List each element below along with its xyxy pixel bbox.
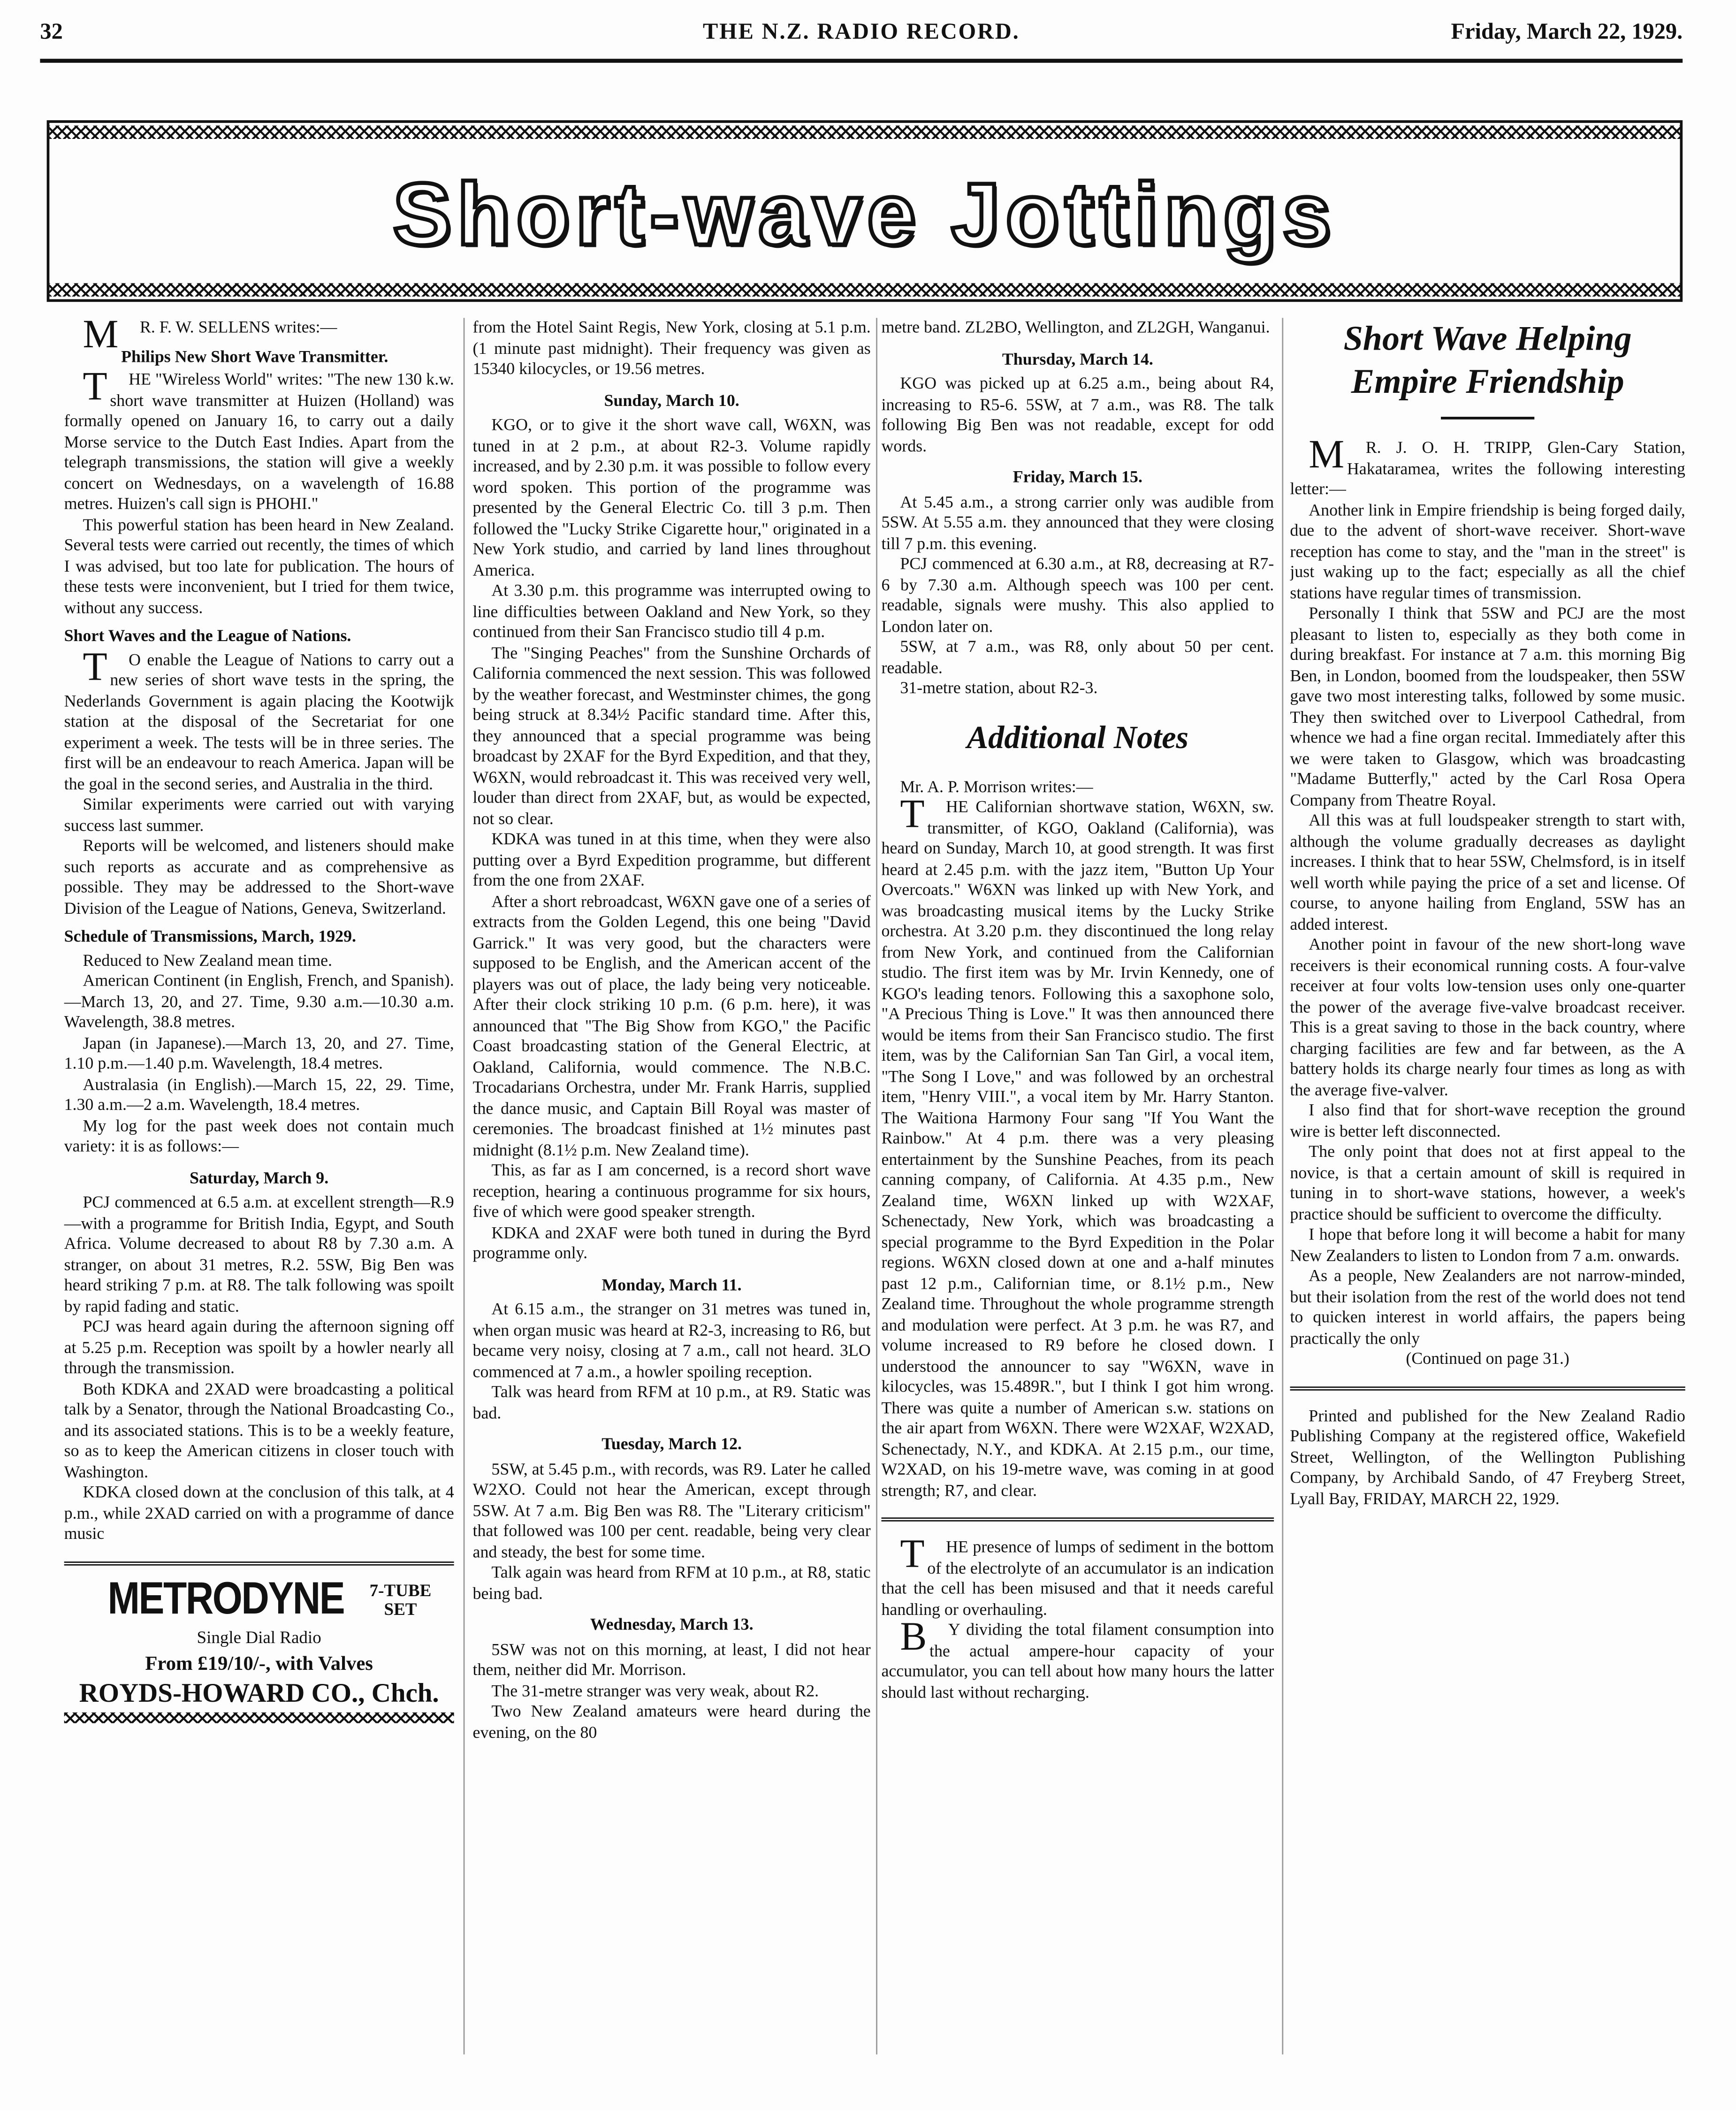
- zigzag-border: [49, 283, 1680, 296]
- date-subheading: Monday, March 11.: [602, 1275, 742, 1294]
- paragraph: MR. J. O. H. TRIPP, Glen-Cary Station, Hakataramea, writes the following interesting letter:—: [1290, 433, 1685, 498]
- paragraph: Another point in favour of the new short-long wave receivers is their economical running costs. A four-valve receiver at four volts low-tension uses only one-quarter the power of the average five-valve broadcast receiver. This is a great saving to those in the back country, where charging facilities are few and far between, as the A battery holds its charge nearly four times as long as with the average five-valver.: [1290, 935, 1685, 1099]
- paragraph: At 6.15 a.m., the stranger on 31 metres was tuned in, when organ music was heard at R2-3, increasing to R6, but became very noisy, closing at 7 a.m., call not heard. 3LO commenced at 7 a.m., a howler spoiling reception.: [472, 1300, 871, 1381]
- paragraph: KDKA and 2XAF were both tuned in during the Byrd programme only.: [472, 1223, 871, 1262]
- paragraph: At 3.30 p.m. this programme was interrupted owing to line difficulties between Oakland and New York, so they continued from their San Francisco studio till 4 p.m.: [472, 581, 871, 642]
- paragraph: 5SW, at 7 a.m., was R8, only about 50 per cent. readable.: [881, 637, 1274, 677]
- continuation-note: (Continued on page 31.): [1406, 1349, 1569, 1368]
- divider-rule: [1441, 417, 1534, 420]
- ad-tube-label: [370, 1581, 432, 1618]
- paragraph: Two New Zealand amateurs were heard during the evening, on the 80: [472, 1702, 871, 1742]
- paragraph: Talk was heard from RFM at 10 p.m., at R9. Static was bad.: [472, 1382, 871, 1422]
- issue-date: Friday, March 22, 1929.: [1451, 18, 1683, 44]
- ad-tube: 7-TUBE: [369, 1579, 432, 1600]
- column-divider: [464, 318, 465, 2054]
- ad-price: From £19/10/-, with Valves: [145, 1653, 373, 1675]
- page-header: [40, 19, 1683, 56]
- divider-rule: [1290, 1386, 1685, 1390]
- paragraph: THE Californian shortwave station, W6XN, sw. transmitter, of KGO, Oakland (California), was heard on Sunday, March 10, at good strength. It was first heard at 2.45 p.m. with the jazz item, "Button Up Your Overcoats." W6XN was linked up with New York, and was broadcasting musical items by the Lucky Strike orchestra. At 3.20 p.m. they discontinued the long relay from New York, and continued from the Californian studio. The first item was by Mr. Irvin Kennedy, one of KGO's leading tenors. Following this a saxophone solo, "A Precious Thing is Love." It was then announced there would be items from their San Francisco studio. The first item, was by the Californian San Tan Girl, a vocal item, "The Song I Love," and was followed by an orchestral item, "Henry VIII.", a vocal item by Mr. Harry Stanton. The Waitiona Harmony Four sang "If You Want the Rainbow." At 4 p.m. there was a very pleasing entertainment by the Sunshine Peaches, from its peach canning company, of California. At 4.35 p.m., New Zealand time, W6XN linked up with W2XAF, Schenectady, New York, which was broadcasting a special programme to the Byrd Expedition in the Polar regions. W6XN closed down at one and a-half minutes past 12 p.m., Californian time, or 8.1½ p.m., New Zealand time. Throughout the whole programme strength and modulation were perfect. At 3 p.m. he was R7, and volume increased to R9 before he closed down. I understood the announcer to say "W6XN, wave in kilocycles, was 15.489R.", but I think I got him wrong. There was quite a number of American s.w. stations on the air apart from W6XN. There were W2XAF, W2XAD, Schenectady, N.Y., and KDKA. At 2.15 p.m., our time, W2XAD, on his 19-metre wave, was coming in at good strength; R7, and clear.: [881, 792, 1274, 1499]
- ad-company: ROYDS-HOWARD CO., Chch.: [79, 1678, 439, 1708]
- paragraph: PCJ commenced at 6.30 a.m., at R8, decreasing at R7-6 by 7.30 a.m. Although speech was 100 per cent. readable, signals were mushy. This also applied to London later on.: [881, 554, 1274, 635]
- paragraph: I hope that before long it will become a habit for many New Zealanders to listen to London from 7 a.m. onwards.: [1290, 1224, 1685, 1264]
- paragraph: Reports will be welcomed, and listeners should make such reports as accurate and as comprehensive as possible. They may be addressed to the Short-wave Division of the League of Nations, Geneva, Switzerland.: [64, 836, 454, 917]
- ad-set: SET: [384, 1598, 417, 1619]
- paragraph: 5SW, at 5.45 p.m., with records, was R9. Later he called W2XO. Could not hear the American, except through 5SW. At 7 a.m. Big Ben was R8. The "Literary criticism" that followed was 100 per cent. readable, being very clear and steady, the best for some time.: [472, 1459, 871, 1561]
- page-title: Short-wave Jottings: [393, 164, 1337, 263]
- page-number: 32: [40, 18, 63, 44]
- ad-brand: METRODYNE: [107, 1573, 344, 1624]
- paragraph: THE "Wireless World" writes: "The new 130 k.w. short wave transmitter at Huizen (Holland) was formally opened on January 16, to carry out a daily Morse service to the Dutch East Indies. Apart from the telegraph transmissions, the station will give a weekly concert on Wednesdays, on a wavelength of 16.88 metres. Huizen's call sign is PHOHI.": [64, 365, 454, 513]
- paragraph: PCJ commenced at 6.5 a.m. at excellent strength—R.9—with a programme for British India, Egypt, and South Africa. Volume decreased to about R8 by 7.30 a.m. A stranger, on about 31 metres, R.2. 5SW, Big Ben was heard striking 7 p.m. at R8. The talk following was spoilt by rapid fading and static.: [64, 1193, 454, 1316]
- paragraph: from the Hotel Saint Regis, New York, closing at 5.1 p.m. (1 minute past midnight). Their frequency was given as 15340 kilocycles, or 19.56 metres.: [472, 318, 871, 378]
- ad-line: Single Dial Radio: [197, 1626, 321, 1646]
- paragraph: KGO, or to give it the short wave call, W6XN, was tuned in at 2 p.m., at about R2-3. Volume rapidly increased, and by 2.30 p.m. it was possible to follow every word spoken. This portion of the programme was presented by the General Electric Co. till 3 p.m. Then followed the "Lucky Strike Cigarette hour," originated in a New York studio, and carried by land lines throughout America.: [472, 415, 871, 579]
- date-subheading: Sunday, March 10.: [604, 390, 739, 410]
- paragraph: 5SW was not on this morning, at least, I did not hear them, neither did Mr. Morrison.: [472, 1639, 871, 1679]
- paragraph: As a people, New Zealanders are not narrow-minded, but their isolation from the rest of the world does not tend to quicken interest in world affairs, the papers being practically the only: [1290, 1266, 1685, 1347]
- paragraph: Similar experiments were carried out with varying success last summer.: [64, 795, 454, 834]
- paragraph: American Continent (in English, French, and Spanish).—March 13, 20, and 27. Time, 9.30 a.m.—10.30 a.m. Wavelength, 38.8 metres.: [64, 971, 454, 1032]
- paragraph: The only point that does not at first appeal to the novice, is that a certain amount of skill is required in tuning in to short-wave stations, however, a week's practice should be sufficient to overcome the difficulty.: [1290, 1142, 1685, 1223]
- paragraph: Printed and published for the New Zealand Radio Publishing Company at the registered office, Wakefield Street, Wellington, of the Wellington Publishing Company, by Archibald Sando, of 47 Freyberg Street, Lyall Bay, FRIDAY, MARCH 22, 1929.: [1290, 1406, 1685, 1507]
- header-rule: [40, 59, 1683, 63]
- ad-headline: [64, 1573, 454, 1624]
- paragraph: Talk again was heard from RFM at 10 p.m., at R8, static being bad.: [472, 1563, 871, 1603]
- paragraph: After a short rebroadcast, W6XN gave one of a series of extracts from the Golden Legend, this one being "David Garrick." It was very good, but the characters were supposed to be English, and the American accent of the players was out of place, the lady being very noticeable. After their clock striking 10 p.m. (6 p.m. here), it was announced that "The Big Show from KGO," the Pacific Coast broadcasting station of the General Electric, at Oakland, California, would commence. The N.B.C. Trocadarians Orchestra, under Mr. Frank Harris, supplied the dance music, and Captain Bill Royal was master of ceremonies. The broadcast finished at 1½ minutes past midnight (8.1½ p.m. New Zealand time).: [472, 891, 871, 1159]
- paragraph: I also find that for short-wave reception the ground wire is better left disconnected.: [1290, 1101, 1685, 1140]
- paragraph: metre band. ZL2BO, Wellington, and ZL2GH, Wanganui.: [881, 318, 1270, 337]
- paragraph: This, as far as I am concerned, is a record short wave reception, hearing a continuous programme for six hours, five of which were good speaker strength.: [472, 1161, 871, 1221]
- date-subheading: Thursday, March 14.: [1002, 349, 1153, 368]
- section-heading: Schedule of Transmissions, March, 1929.: [64, 927, 357, 946]
- date-subheading: Tuesday, March 12.: [602, 1434, 742, 1453]
- paragraph: Both KDKA and 2XAD were broadcasting a political talk by a Senator, through the National Broadcasting Co., and its associated stations. This is to be a weekly feature, so as to keep the American citizens in closer touch with Washington.: [64, 1379, 454, 1481]
- section-heading: Philips New Short Wave Transmitter.: [121, 346, 388, 366]
- paragraph: The "Singing Peaches" from the Sunshine Orchards of California commenced the next session. This was followed by the weather forecast, and Westminster chimes, the gong being struck at 8.34½ Pacific standard time. After this, they announced that a special programme was being broadcast by 2XAF for the Byrd Expedition, and that they, W6XN, would rebroadcast it. This was received very well, louder than direct from 2XAF, but, as would be expected, not so clear.: [472, 643, 871, 828]
- publication-title: THE N.Z. RADIO RECORD.: [702, 18, 1020, 44]
- paragraph: KDKA closed down at the conclusion of this talk, at 4 p.m., while 2XAD carried on with a programme of dance music: [64, 1483, 454, 1543]
- paragraph: THE presence of lumps of sediment in the bottom of the electrolyte of an accumulator is an indication that the cell has been misused and that it needs careful handling or overhauling.: [881, 1532, 1274, 1619]
- date-subheading: Wednesday, March 13.: [590, 1615, 754, 1634]
- paragraph: BY dividing the total filament consumption into the actual ampere-hour capacity of your accumulator, you can tell about how many hours the latter should last without recharging.: [881, 1615, 1274, 1701]
- paragraph: All this was at full loudspeaker strength to start with, although the volume gradually decreases as daylight increases. I think that to hear 5SW, Chelmsford, is in itself well worth while paying the price of a set and license. Of course, to anyone hailing from England, 5SW has an added interest.: [1290, 811, 1685, 933]
- paragraph: The 31-metre stranger was very weak, about R2.: [491, 1681, 819, 1700]
- column-1: [64, 318, 454, 2054]
- zigzag-border: [49, 126, 1680, 139]
- article-title: Additional Notes: [967, 720, 1189, 756]
- paragraph: TO enable the League of Nations to carry out a new series of short wave tests in the spring, the Nederlands Government is again placing the Kootwijk station at the disposal of the Secretariat for one experiment a week. The tests will be in three series. The first will be an endeavour to reach America. Japan will be the goal in the second series, and Australia in the third.: [64, 644, 454, 793]
- section-heading: Short Waves and the League of Nations.: [64, 626, 351, 645]
- paragraph: Reduced to New Zealand mean time.: [83, 950, 332, 969]
- paragraph: Japan (in Japanese).—March 13, 20, and 27. Time, 1.10 p.m.—1.40 p.m. Wavelength, 18.4 metres.: [64, 1033, 454, 1073]
- paragraph: Personally I think that 5SW and PCJ are the most pleasant to listen to, especially as they both come in during breakfast. For instance at 7 a.m. this morning Big Ben, in London, boomed from the loudspeaker, then 5SW gave two most interesting talks, followed by some music. They then switched over to Liverpool Cathedral, from whence we had a fine organ recital. Immediately after this we were taken to Glasgow, which was broadcasting "Madame Butterfly," acted by the Carl Rosa Opera Company from Theatre Royal.: [1290, 604, 1685, 809]
- paragraph: KGO was picked up at 6.25 a.m., being about R4, increasing to R5-6. 5SW, at 7 a.m., was R8. The talk following Big Ben was not readable, except for odd words.: [881, 374, 1274, 455]
- paragraph: My log for the past week does not contain much variety: it is as follows:—: [64, 1116, 454, 1155]
- zigzag-border: [64, 1713, 454, 1723]
- column-2: [473, 318, 871, 2054]
- paragraph: KDKA was tuned in at this time, when they were also putting over a Byrd Expedition programme, but different from the one from 2XAF.: [472, 829, 871, 890]
- paragraph: At 5.45 a.m., a strong carrier only was audible from 5SW. At 5.55 a.m. they announced that they were closing till 7 p.m. this evening.: [881, 492, 1274, 552]
- metrodyne-advertisement: [64, 1573, 454, 1723]
- date-subheading: Friday, March 15.: [1013, 467, 1142, 487]
- paragraph: MR. F. W. SELLENS writes:—: [83, 318, 337, 357]
- paragraph: This powerful station has been heard in New Zealand. Several tests were carried out recently, the times of which I was advised, but too late for publication. The hours of these tests were inconvenient, but I tried for them twice, without any success.: [64, 515, 454, 617]
- paragraph: Another link in Empire friendship is being forged daily, due to the advent of short-wave receiver. Short-wave reception has come to stay, and the "man in the street" is just waking up to the fact; especially as all the chief stations have regular times of transmission.: [1290, 500, 1685, 602]
- paragraph: PCJ was heard again during the afternoon signing off at 5.25 p.m. Reception was spoilt by a howler nearly all through the transmission.: [64, 1317, 454, 1377]
- article-title: Short Wave Helping Empire Friendship: [1343, 319, 1632, 401]
- divider-rule: [881, 1517, 1274, 1522]
- paragraph: Mr. A. P. Morrison writes:—: [900, 777, 1093, 795]
- column-divider: [876, 318, 877, 2054]
- paragraph: 31-metre station, about R2-3.: [900, 678, 1098, 697]
- divider-rule: [64, 1561, 454, 1565]
- column-3: [881, 318, 1274, 2054]
- paragraph: Australasia (in English).—March 15, 22, 29. Time, 1.30 a.m.—2 a.m. Wavelength, 18.4 metres.: [64, 1074, 454, 1114]
- date-subheading: Saturday, March 9.: [190, 1168, 329, 1187]
- title-banner: [47, 120, 1683, 302]
- column-divider: [1282, 318, 1283, 2054]
- column-4: [1290, 318, 1685, 2054]
